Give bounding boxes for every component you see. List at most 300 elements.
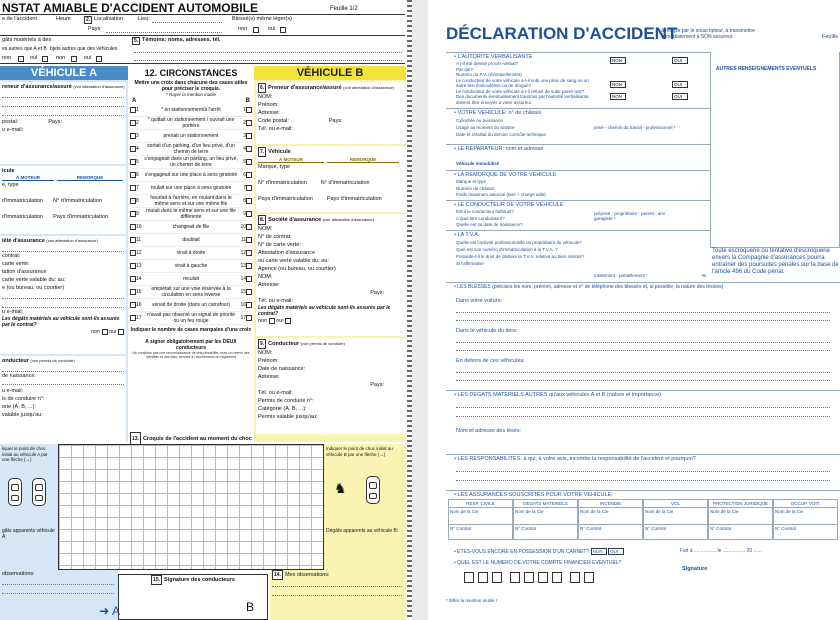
vehicle-a-reg-label: d'immatriculation bbox=[2, 198, 44, 204]
circumstance-text: empiétait sur une voie réservée à la circulation en sens inverse bbox=[151, 286, 231, 298]
authority-pv-choice[interactable]: NON bbox=[610, 57, 626, 64]
vehicle-a-damage-yes-checkbox[interactable] bbox=[118, 329, 124, 335]
circumstance-a-number: 12 bbox=[136, 250, 142, 256]
vehicle-b-vehicle-label: Véhicule bbox=[268, 149, 291, 155]
circumstance-b-checkbox[interactable] bbox=[246, 185, 252, 191]
account-digit-box[interactable] bbox=[584, 572, 594, 583]
circumstance-a-number: 1 bbox=[136, 107, 139, 113]
circumstance-b-number: 11 bbox=[240, 237, 246, 243]
vehicle-b-insured-label: Preneur d'assurance/assuré bbox=[268, 85, 342, 91]
damage-field[interactable] bbox=[456, 407, 830, 408]
circumstance-b-checkbox[interactable] bbox=[246, 315, 252, 321]
driver-line: Est-il le conducteur habituel? bbox=[456, 209, 514, 214]
circumstance-text: n'avait pas observé un signal de priorité ou un feu rouge bbox=[147, 312, 235, 324]
circumstance-b-checkbox[interactable] bbox=[246, 237, 252, 243]
vehicle-line: Date et résultat du dernier contrôle technique bbox=[456, 132, 547, 137]
policies-title: LES ASSURANCES SOUSCRITES POUR VOTRE VEHICULE: bbox=[457, 492, 613, 498]
objects-no: non bbox=[56, 55, 66, 61]
circumstance-b-number: 12 bbox=[240, 250, 246, 256]
injured-section: • LES BLESSES (précisez les nom, prénom, adresse et n° de téléphone des blessés et, si possible, la nature des lésions) Dans votre voiture: Dans le véhicule du tiers: En dehors de ces véhicules: bbox=[446, 282, 840, 390]
repairer-title: LE REPARATEUR: nom et adresse bbox=[457, 146, 544, 152]
damage-victim-label: Nom et adresse des lésés: bbox=[456, 428, 522, 434]
vehicle-b-attestation-label: Attestation d'assurance bbox=[258, 250, 316, 256]
authority-refuse-yes[interactable]: OUI bbox=[672, 93, 688, 100]
circumstance-text: reculait bbox=[182, 276, 200, 282]
circumstance-row bbox=[130, 117, 252, 130]
vehicle-b-trailer-country-label: Pays d'immatriculation bbox=[326, 196, 382, 202]
account-digit-box[interactable] bbox=[478, 572, 488, 583]
circumstance-text: changeait de file bbox=[172, 224, 210, 230]
injured-field[interactable] bbox=[456, 342, 830, 343]
injured-no: non bbox=[238, 26, 248, 32]
circumstance-b-number: 4 bbox=[243, 146, 246, 152]
vehicle-a-car-icon[interactable] bbox=[8, 478, 22, 506]
vehicle-b-driver-first-label: Prénom: bbox=[258, 358, 279, 364]
circumstance-row bbox=[130, 130, 252, 143]
place-field[interactable] bbox=[152, 22, 222, 23]
circumstance-a-number: 14 bbox=[136, 276, 142, 282]
vehicle-a-reg-country-label: d'immatriculation bbox=[2, 214, 44, 220]
second-row bbox=[0, 36, 405, 64]
vehicle-a-impact-label: liquer le point de choc initial au véhicule A par une flèche (→) bbox=[2, 446, 48, 462]
vehicle-b-car-icon[interactable] bbox=[366, 476, 380, 504]
vehicle-a-insurer-note: (voir attestation d'assurance) bbox=[46, 238, 98, 243]
circumstance-a-number: 2 bbox=[136, 120, 139, 126]
time-label: Heure bbox=[56, 16, 71, 22]
vehicle-a-agency-label: e (ou bureau, ou courtier) bbox=[2, 285, 65, 291]
policy-contract-cell[interactable]: N° Contrat bbox=[645, 526, 667, 531]
vehicle-b-agency-country-label: Pays: bbox=[370, 290, 384, 296]
circumstance-text: venait de droite (dans un carrefour) bbox=[151, 302, 231, 308]
circumstance-b-number: 3 bbox=[243, 133, 246, 139]
tva-line: Si l'affirmative bbox=[456, 261, 484, 266]
sketch-title-row bbox=[130, 432, 268, 444]
vehicle-a-firstname-field[interactable] bbox=[2, 106, 124, 107]
vehicle-a-license-valid-label: valable jusqu'au: bbox=[2, 412, 43, 418]
circumstance-row bbox=[130, 182, 252, 195]
circumstance-b-checkbox[interactable] bbox=[246, 224, 252, 230]
circumstance-text: virait à gauche bbox=[174, 263, 208, 269]
account-boxes[interactable] bbox=[464, 572, 594, 583]
vehicle-b-contract-label: N° de contrat: bbox=[258, 234, 292, 240]
vehicle-a-card-label: carte verte: bbox=[2, 261, 30, 267]
vehicle-b-agency-address-label: Adresse: bbox=[258, 282, 280, 288]
tva-percent: % bbox=[702, 273, 707, 278]
circumstance-b-number: 6 bbox=[243, 172, 246, 178]
injured-category-label: En dehors de ces véhicules: bbox=[456, 358, 525, 364]
vehicle-a-car-icon-2[interactable] bbox=[32, 478, 46, 506]
vehicle-b-insured-box: 6. Preneur d'assurance/assuré (voir attestation d'assurance) NOM: Prénom: Adresse: Code postal: Pays: Tél. ou e-mail: bbox=[256, 82, 406, 144]
top-row bbox=[0, 14, 405, 36]
vehicle-a-arrow-letter: ➜ A bbox=[99, 604, 120, 618]
circumstance-text: s'engageait sur une place à sens giratoire bbox=[144, 172, 238, 178]
circumstance-b-number: 15 bbox=[240, 289, 246, 295]
trailer-lines bbox=[446, 179, 710, 199]
vehicle-a-contract-label: contrat: bbox=[2, 253, 21, 259]
vehicle-a-email-label: u e-mail: bbox=[2, 127, 24, 133]
circumstance-text: virait à droite bbox=[176, 250, 206, 256]
vehicle-a-damage-yes: oui bbox=[109, 329, 117, 335]
policy-contract-cell[interactable]: N° Contrat bbox=[710, 526, 732, 531]
vehicle-b-driver-address-label: Adresse: bbox=[258, 374, 280, 380]
circumstance-row bbox=[130, 273, 252, 286]
policy-contract-cell[interactable]: N° Contrat bbox=[580, 526, 602, 531]
circumstance-text: roulait sur une place à sens giratoire bbox=[150, 185, 232, 191]
policy-company-cell[interactable]: Nom de la Cie bbox=[579, 508, 642, 525]
place-label: Lieu: bbox=[138, 16, 150, 22]
vehicle-a-visible-damage-label: gâts apparents véhicule A: bbox=[2, 528, 55, 540]
circumstance-row bbox=[130, 286, 252, 299]
circumstance-a-number: 11 bbox=[136, 237, 142, 243]
vehicle-b-license-label: Permis de conduire n°: bbox=[258, 398, 314, 404]
circumstance-text: roulait dans le même sens et sur une file différente bbox=[146, 208, 236, 220]
carnet-question: • ETES-VOUS ENCORE EN POSSESSION D'UN CARNET? NON OUI bbox=[454, 548, 624, 555]
injured-field[interactable] bbox=[456, 312, 830, 313]
authority-line: Le conducteur de votre véhicule a-t-il subi une prise de sang ou un autre test d'alcoolémie ou de drogue? bbox=[456, 77, 589, 88]
signature-label: Signature des conducteurs bbox=[164, 577, 235, 583]
other-no-checkbox[interactable] bbox=[18, 56, 24, 62]
column-a-label: A bbox=[132, 98, 137, 104]
injured-field[interactable] bbox=[456, 380, 830, 381]
witnesses-field-2[interactable] bbox=[134, 60, 402, 61]
circumstance-row bbox=[130, 247, 252, 260]
authority-line: Des documents éventuellement transmis par l'autorité verbalisante doivent être envoyés à votre assureur. bbox=[456, 94, 589, 105]
trailer-line: Poids maximum autorisé (tare + charge utile) bbox=[456, 192, 546, 197]
vehicle-b-damage-yes: oui bbox=[276, 318, 284, 324]
tva-title: LA T.V.A. bbox=[457, 232, 480, 238]
injured-title: LES BLESSES (précisez les nom, prénom, adresse et n° de téléphone des blessés et, si possible, la nature des lésions) bbox=[457, 284, 724, 290]
vehicle-b-phone-label: Tél. ou e-mail: bbox=[258, 126, 293, 132]
authority-test-no[interactable]: NON bbox=[610, 81, 626, 88]
damage-title: LES DEGATS MATERIELS AUTRES qu'aux véhicules A et B (nature et importance) bbox=[457, 392, 661, 398]
circumstance-row bbox=[130, 312, 252, 325]
injured-yes: oui bbox=[268, 26, 276, 32]
vehicle-a-vehicle-box bbox=[0, 166, 126, 234]
vehicle-b-header: VÉHICULE B bbox=[254, 66, 406, 80]
circumstance-a-number: 16 bbox=[136, 302, 142, 308]
vehicle-a-category-label: orie (A, B, ...): bbox=[2, 404, 36, 410]
vehicle-b-nom-label: NOM: bbox=[258, 226, 273, 232]
vehicle-b-driver-nom-label: NOM: bbox=[258, 350, 273, 356]
driver-role-options[interactable]: préposé - propriétaire - parent - ami garagiste * bbox=[594, 211, 666, 221]
vehicle-b-damage-question: Les dégâts matériels au véhicule sont-ils assurés par le contrat? bbox=[258, 305, 391, 317]
circumstance-a-number: 13 bbox=[136, 263, 142, 269]
witnesses-field[interactable] bbox=[134, 52, 402, 53]
footnote: * Biffer la mention inutile ! bbox=[446, 598, 497, 603]
injured-field[interactable] bbox=[456, 350, 830, 351]
policy-company-cell[interactable]: Nom de la Cie bbox=[449, 508, 512, 525]
circumstance-b-number: 13 bbox=[240, 263, 246, 269]
vehicle-a-email3-label: u e-mail: bbox=[2, 388, 24, 394]
vehicle-a-observations-field[interactable] bbox=[2, 584, 114, 585]
circumstance-a-number: 5 bbox=[136, 159, 139, 165]
policy-company-cell[interactable]: Nom de la Cie bbox=[774, 508, 837, 525]
policy-company-cell[interactable]: Nom de la Cie bbox=[644, 508, 707, 525]
driver-line: A quel titre conduisait-il? bbox=[456, 215, 505, 221]
policy-column bbox=[513, 499, 578, 540]
repairer-section: • LE REPARATEUR: nom et adresse Véhicule immobilisé bbox=[446, 144, 710, 170]
injured-no-checkbox[interactable] bbox=[253, 27, 259, 33]
witnesses-label: Témoins: noms, adresses, tél. bbox=[142, 37, 221, 43]
circumstance-text: prenait un stationnement bbox=[163, 133, 219, 139]
vehicle-a-impact-box bbox=[0, 444, 58, 570]
vehicle-b-insurer-note: (voir attestation d'assurance) bbox=[322, 217, 374, 222]
vehicle-b-valid-label: ou carte verte valable du: au: bbox=[258, 258, 329, 264]
circumstance-b-number: 7 bbox=[243, 185, 246, 191]
driver-section: • LE CONDUCTEUR DE VOTRE VEHICULE Est-il le conducteur habituel? A quel titre conduisait-il? Quelle est sa date de naissance? préposé - propriétaire - parent - ami garagiste * bbox=[446, 200, 710, 230]
sheet-number: Feuille 1/2 bbox=[330, 6, 358, 12]
circumstance-b-checkbox[interactable] bbox=[246, 263, 252, 269]
circumstance-row bbox=[130, 208, 252, 221]
vehicle-a-country-label: Pays: bbox=[48, 119, 62, 125]
objects-no-checkbox[interactable] bbox=[71, 56, 77, 62]
vehicle-usage-options[interactable]: privé - chemin du travail - professionnel * bbox=[594, 125, 676, 130]
tva-section: • LA T.V.A. Quelle est l'activité professionnelle du propriétaire du véhicule? Quel est son numéro d'immatriculation à la T.V.A. ? Possède-t-il le droit de déduire la T.V.A. relative au bien sinistré? Si l'affirmative totalement - partiellement * % bbox=[446, 230, 710, 280]
circumstance-b-checkbox[interactable] bbox=[246, 107, 252, 113]
vehicle-b-trailer-reg-label: N° d'immatriculation bbox=[320, 180, 370, 186]
account-digit-box[interactable] bbox=[538, 572, 548, 583]
vehicle-a-driver-note: (voir permis de conduire) bbox=[30, 358, 75, 363]
trailer-line: Numéro de châssis bbox=[456, 185, 495, 191]
policy-company-cell[interactable]: Nom de la Cie bbox=[709, 508, 772, 525]
circumstance-b-checkbox[interactable] bbox=[246, 159, 252, 165]
country-field[interactable] bbox=[106, 32, 222, 33]
vehicle-b-brand-label: Marque, type bbox=[258, 164, 291, 170]
vehicle-b-damage-yes-checkbox[interactable] bbox=[285, 318, 291, 324]
driver-title: LE CONDUCTEUR DE VOTRE VEHICULE bbox=[457, 202, 564, 208]
vehicle-b-card-label: N° de carte verte: bbox=[258, 242, 301, 248]
circumstance-a-number: 8 bbox=[136, 198, 139, 204]
authority-section: • L'AUTORITE VERBALISANTE A t-il été dressé procès-verbal? Par qui? Numéro du P.V. (éventuellement) Le conducteur de votre véhicule a-t-il subi une prise de sang ou un autre test d'alcoolémie ou de drogue? Le conducteur de votre véhicule a-t-il refusé de subir pareil test? Des documents éventuellement transmis par l'autorité verbalisante doivent être envoyés à votre assureur. NON OUI NON OUI NON OUI bbox=[446, 52, 710, 108]
circumstance-b-number: 9 bbox=[243, 211, 246, 217]
account-digit-box[interactable] bbox=[492, 572, 502, 583]
objects-yes: oui bbox=[84, 55, 92, 61]
policy-contract-cell[interactable]: N° Contrat bbox=[515, 526, 537, 531]
circumstance-b-checkbox[interactable] bbox=[246, 172, 252, 178]
vehicle-b-impact-box bbox=[324, 444, 406, 526]
policy-column bbox=[643, 499, 708, 540]
circumstance-b-checkbox[interactable] bbox=[246, 133, 252, 139]
circumstance-row bbox=[130, 169, 252, 182]
country-label: Pays: bbox=[88, 26, 102, 32]
vehicle-a-agency-field[interactable] bbox=[2, 298, 124, 299]
vehicle-b-driver-box: 9. Conducteur (voir permis de conduire) NOM: Prénom: Date de naissance: Adresse: Pays: Tél. ou e-mail: Permis de conduire n°: Catégorie (A, B, ...): Permis valable jusqu'au: bbox=[256, 338, 406, 434]
vehicle-a-valid-label: carte verte valable du: au: bbox=[2, 277, 66, 283]
vehicle-a-insured-note: (voir attestation d'assurance) bbox=[73, 84, 125, 89]
vehicle-b-observations-field-2[interactable] bbox=[272, 595, 402, 596]
circumstance-a-number: 9 bbox=[136, 211, 139, 217]
vehicle-b-name-label: NOM: bbox=[258, 94, 273, 100]
policy-contract-cell[interactable]: N° Contrat bbox=[775, 526, 797, 531]
vehicle-line: Cylindrée ou puissance bbox=[456, 118, 503, 123]
vehicle-a-header: VÉHICULE A bbox=[0, 66, 128, 80]
other-damage-label: gâts matériels à des bbox=[2, 37, 52, 43]
account-question: • QUEL EST LE NUMERO DE VOTRE COMPTE FINANCIER EVENTUEL? bbox=[454, 560, 622, 566]
carnet-yes[interactable]: OUI bbox=[608, 548, 624, 555]
vehicle-a-name-field[interactable] bbox=[2, 97, 124, 98]
vehicle-a-birth-label: de naissance: bbox=[2, 373, 36, 379]
circumstance-row bbox=[130, 299, 252, 312]
vehicle-b-reg-label: N° d'immatriculation bbox=[258, 180, 307, 186]
signature-number: 15. bbox=[153, 577, 161, 583]
vehicle-b-agency-nom-label: NOM: bbox=[258, 274, 273, 280]
responsibility-section: • LES RESPONSABILITES: à qui, à votre avis, incombe la responsabilité de l'accident et pourquoi? bbox=[446, 454, 840, 488]
account-digit-box[interactable] bbox=[524, 572, 534, 583]
sketch-title: Croquis de l'accident au moment du choc bbox=[142, 436, 252, 442]
other-yes-checkbox[interactable] bbox=[42, 56, 48, 62]
policy-column-header: VOL bbox=[644, 500, 707, 508]
vehicle-a-observations-label: observations: bbox=[2, 571, 35, 577]
vehicle-a-observations-field-2[interactable] bbox=[2, 593, 114, 594]
policy-column-header: INCENDIE bbox=[579, 500, 642, 508]
vehicle-b-birth-label: Date de naissance: bbox=[258, 366, 306, 372]
vehicle-line: Usage au moment du sinistre bbox=[456, 125, 515, 130]
circumstance-b-checkbox[interactable] bbox=[246, 198, 252, 204]
vehicle-b-license-valid-label: Permis valable jusqu'au: bbox=[258, 414, 318, 420]
vehicle-a-damage-no-checkbox[interactable] bbox=[102, 329, 108, 335]
vehicle-b-damage-box bbox=[324, 526, 406, 570]
circumstance-b-checkbox[interactable] bbox=[246, 289, 252, 295]
circumstance-b-checkbox[interactable] bbox=[246, 302, 252, 308]
vehicle-a-insurer-label: iété d'assurance bbox=[2, 238, 45, 244]
vehicle-b-reg-country-label: Pays d'immatriculation bbox=[258, 196, 313, 202]
vehicle-a-observations-box bbox=[0, 570, 118, 620]
vehicle-b-observations-field[interactable] bbox=[272, 586, 402, 587]
circumstance-b-checkbox[interactable] bbox=[246, 276, 252, 282]
vehicle-a-insurer-box bbox=[0, 236, 126, 354]
circumstance-row bbox=[130, 221, 252, 234]
vehicle-a-email2-label: u e-mail: bbox=[2, 309, 24, 315]
location-label: Localisation bbox=[94, 16, 124, 22]
policy-column bbox=[708, 499, 773, 540]
vehicle-b-agency-label: Agence (ou bureau, ou courtier) bbox=[258, 266, 336, 272]
circumstance-text: s'engageait dans un parking, un lieu privé, un chemin de terre bbox=[144, 156, 238, 168]
vehicle-b-visible-damage-label: Dégâts apparents au véhicule B: bbox=[326, 528, 399, 534]
circumstance-text: * en stationnement/à l'arrêt bbox=[161, 107, 221, 113]
account-digit-box[interactable] bbox=[464, 572, 474, 583]
vehicle-b-damage-no-checkbox[interactable] bbox=[269, 318, 275, 324]
vehicle-a-insured-box bbox=[0, 82, 126, 164]
policy-contract-cell[interactable]: N° Contrat bbox=[450, 526, 472, 531]
accident-sketch-grid[interactable] bbox=[58, 444, 324, 570]
policy-column-header: OCCUP. VOIT. bbox=[774, 500, 837, 508]
vehicle-b-observations-label: Mes observations: bbox=[284, 572, 330, 578]
sketch-number: 13. bbox=[130, 432, 141, 446]
tva-deduct-options[interactable]: totalement - partiellement * bbox=[594, 273, 648, 278]
injured-field[interactable] bbox=[456, 320, 830, 321]
trailer-line: Marque et type bbox=[456, 179, 487, 184]
vehicle-a-damage-no: non bbox=[90, 329, 101, 335]
circumstance-a-number: 6 bbox=[136, 172, 139, 178]
constat-amiable-page bbox=[0, 0, 412, 620]
policy-column-header: DEGATS MATERIELS bbox=[514, 500, 577, 508]
extra-info-box[interactable] bbox=[710, 52, 840, 248]
vehicle-b-motor-label: À MOTEUR bbox=[258, 157, 324, 163]
circumstance-b-number: 17 bbox=[240, 315, 246, 321]
circumstance-a-number: 7 bbox=[136, 185, 139, 191]
circumstances-column bbox=[130, 66, 252, 442]
circumstance-b-checkbox[interactable] bbox=[246, 120, 252, 126]
objects-yes-checkbox[interactable] bbox=[96, 56, 102, 62]
circumstance-row bbox=[130, 156, 252, 169]
circumstance-b-number: 10 bbox=[240, 224, 246, 230]
authority-line: Par qui? bbox=[456, 66, 473, 72]
vehicle-a-address-field[interactable] bbox=[2, 115, 124, 116]
driver-line: Quelle est sa date de naissance? bbox=[456, 222, 523, 227]
circumstance-b-checkbox[interactable] bbox=[246, 250, 252, 256]
vehicle-a-trailer-label: REMORQUE bbox=[57, 175, 123, 181]
vehicle-a-driver-address-field[interactable] bbox=[2, 384, 124, 385]
circumstance-a-number: 15 bbox=[136, 289, 142, 295]
policy-company-cell[interactable]: Nom de la Cie bbox=[514, 508, 577, 525]
vehicle-a-driver-label: onducteur bbox=[2, 358, 29, 364]
vehicle-b-category-label: Catégorie (A, B, ...): bbox=[258, 406, 307, 412]
injured-yes-checkbox[interactable] bbox=[280, 27, 286, 33]
trailer-section: • LA REMORQUE DE VOTRE VEHICULE Marque et type Numéro de châssis Poids maximum autorisé (tare + charge utile) bbox=[446, 170, 710, 200]
date-label: e de l'accident bbox=[2, 16, 37, 22]
vehicle-b-motorbike-icon[interactable]: ♞ bbox=[334, 480, 347, 496]
vehicle-a-postal-label: postal: bbox=[2, 119, 19, 125]
circumstance-b-checkbox[interactable] bbox=[246, 146, 252, 152]
authority-test-yes[interactable]: OUI bbox=[672, 81, 688, 88]
policy-column bbox=[448, 499, 513, 540]
tva-line: Quelle est l'activité professionnelle du propriétaire du véhicule? bbox=[456, 240, 582, 245]
column-b-label: B bbox=[245, 98, 250, 104]
responsibility-field[interactable] bbox=[456, 471, 830, 472]
vehicle-b-address-label: Adresse: bbox=[258, 110, 280, 116]
account-digit-box[interactable] bbox=[510, 572, 520, 583]
damage-field-2[interactable] bbox=[456, 416, 830, 417]
carnet-no[interactable]: NON bbox=[591, 548, 607, 555]
vehicle-b-insurer-label: Société d'assurance bbox=[268, 217, 322, 223]
authority-refuse-no[interactable]: NON bbox=[610, 93, 626, 100]
vehicle-b-insurer-box: 8. Société d'assurance (voir attestation d'assurance) NOM: N° de contrat: N° de carte verte: Attestation d'assurance ou carte verte valable du: au: Agence (ou bureau, ou courtier) NOM: Adresse: Pays: Tél. ou e-mail: Les dégâts matériels au véhicule sont-ils assurés par le contrat? non oui bbox=[256, 214, 406, 336]
vehicle-b-driver-country-label: Pays: bbox=[370, 382, 384, 388]
account-digit-box[interactable] bbox=[552, 572, 562, 583]
circumstance-b-checkbox[interactable] bbox=[246, 211, 252, 217]
vehicle-title: VOTRE VEHICULE: n° de châssis bbox=[457, 110, 542, 116]
authority-title: L'AUTORITE VERBALISANTE bbox=[457, 54, 533, 60]
other-objects-label: bjets autres que des véhicules bbox=[50, 46, 118, 52]
vehicle-b-vehicle-box: 7. Véhicule À MOTEUR REMORQUE Marque, type N° d'immatriculation N° d'immatriculation Pays d'immatriculation Pays d'immatriculation bbox=[256, 146, 406, 212]
tva-line: Possède-t-il le droit de déduire la T.V.A. relative au bien sinistré? bbox=[456, 254, 585, 259]
responsibility-field-2[interactable] bbox=[456, 480, 830, 481]
authority-line: Le conducteur de votre véhicule a-t-il refusé de subir pareil test? bbox=[456, 88, 585, 94]
vehicle-b-postal-label: Code postal: bbox=[258, 118, 289, 124]
circumstances-list bbox=[130, 104, 252, 325]
responsibility-title: LES RESPONSABILITES: à qui, à votre avis, incombe la responsabilité de l'accident et pourquoi? bbox=[457, 456, 696, 462]
vehicle-b-country-label: Pays: bbox=[328, 118, 343, 124]
vehicle-section: • VOTRE VEHICULE: n° de châssis Cylindrée ou puissance Usage au moment du sinistre Date et résultat du dernier contrôle technique privé - chemin du travail - professionnel * bbox=[446, 108, 710, 144]
sign-sub-note: Ne constitue pas une reconnaissance de responsabilité, mais un relevé des identités et des faits, servant à l'accélération du règlement bbox=[132, 351, 250, 359]
vehicle-b-firstname-label: Prénom: bbox=[258, 102, 279, 108]
circumstance-b-number: 8 bbox=[243, 198, 246, 204]
vehicle-b-driver-label: Conducteur bbox=[268, 341, 300, 347]
policy-column-header: PROTECTION JURIDIQUE bbox=[709, 500, 772, 508]
account-digit-box[interactable] bbox=[570, 572, 580, 583]
injured-category-label: Dans votre voiture: bbox=[456, 298, 503, 304]
vehicle-b-agency-phone-label: Tél. ou e-mail: bbox=[258, 298, 293, 304]
circumstances-intro: Mettre une croix dans chacune des cases utiles pour préciser le croquis. bbox=[134, 80, 248, 92]
authority-pv-yes[interactable]: OUI bbox=[672, 57, 688, 64]
injured-field[interactable] bbox=[456, 372, 830, 373]
constat-title: NSTAT AMIABLE D'ACCIDENT AUTOMOBILE bbox=[2, 1, 258, 15]
circumstance-text: doublait bbox=[182, 237, 200, 243]
circumstance-a-number: 3 bbox=[136, 133, 139, 139]
vehicle-b-impact-label: Indiquer le point de choc initial au véhicule B par une flèche (→) bbox=[326, 446, 393, 457]
declaration-sheet: Feuille bbox=[822, 34, 839, 40]
vehicle-a-trailer-reg-label: N° d'immatriculation bbox=[53, 198, 102, 204]
